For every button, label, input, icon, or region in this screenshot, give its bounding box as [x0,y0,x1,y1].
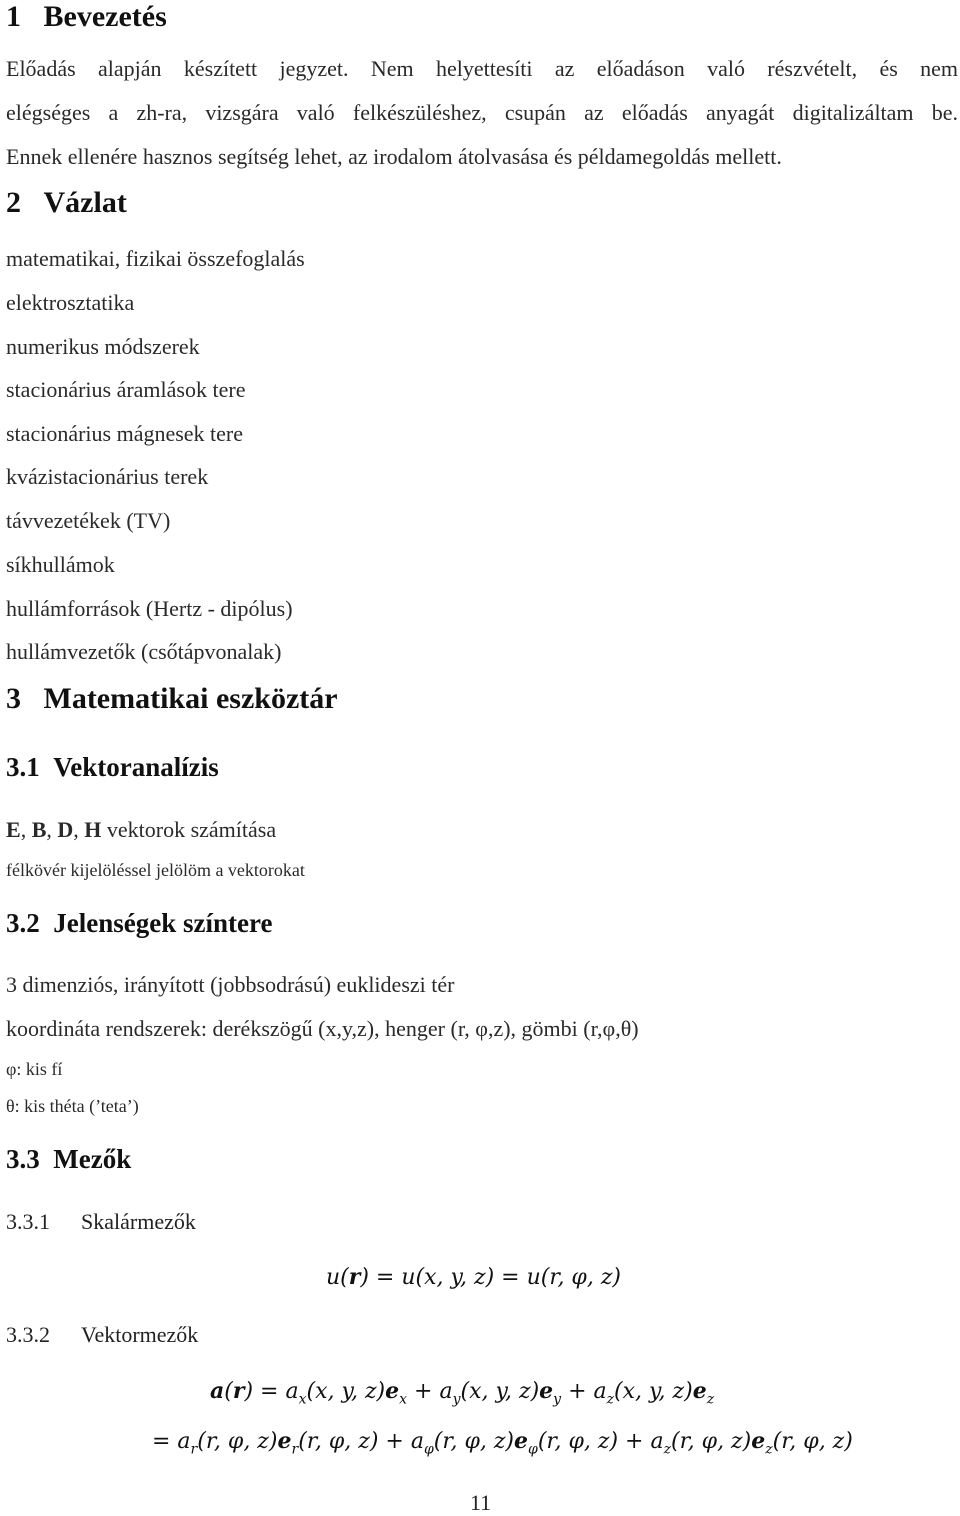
outline-item: hullámvezetők (csőtápvonalak) [6,639,282,664]
subsection-number: 3.1 [6,752,40,782]
vector-list-line: E, B, D, H vektorok számítása [6,817,277,842]
subsection-3-1-heading [6,752,219,783]
subsection-3-3-heading [6,1144,131,1175]
subsubsection-number: 3.3.2 [6,1322,50,1347]
outline-item: matematikai, fizikai összefoglalás [6,246,305,271]
page-number: 11 [470,1490,492,1515]
subsection-title: Jelenségek színtere [53,908,273,938]
outline-item: távvezetékek (TV) [6,508,171,533]
section-number: 3 [6,682,21,715]
subsection-number: 3.2 [6,908,40,938]
outline-item: hullámforrások (Hertz - dipólus) [6,596,293,621]
outline-item: stacionárius mágnesek tere [6,421,244,446]
subsection-number: 3.3 [6,1144,40,1174]
vector-d: D [57,817,74,842]
vector-b: B [31,817,47,842]
vector-h: H [84,817,102,842]
section-title: Vázlat [43,186,127,219]
bold-note: félkövér kijelöléssel jelölöm a vektorokat [6,860,305,880]
section-number: 2 [6,186,21,219]
intro-line-2: elégséges a zh-ra, vizsgára való felkészüléshez, csupán az előadás anyagát digitalizáltam be. [6,100,958,125]
coordinate-systems: koordináta rendszerek: derékszögű (x,y,z), henger (r, φ,z), gömbi (r,φ,θ) [6,1016,639,1041]
subsubsection-3-3-1-heading [6,1209,196,1235]
subsubsection-number: 3.3.1 [6,1209,50,1234]
section-title: Bevezetés [43,0,167,33]
section-1-heading [6,0,167,34]
subsection-title: Vektoranalízis [53,752,219,782]
theta-note: θ: kis théta (’teta’) [6,1096,139,1116]
outline-item: numerikus módszerek [6,334,200,359]
subsubsection-title: Vektormezők [81,1322,199,1347]
outline-item: elektrosztatika [6,290,135,315]
section-title: Matematikai eszköztár [43,682,338,715]
subsubsection-title: Skalármezők [81,1209,196,1234]
intro-line-3: Ennek ellenére hasznos segítség lehet, az irodalom átolvasása és példamegoldás mellett. [6,144,782,169]
section-2-heading [6,186,127,220]
outline-item: stacionárius áramlások tere [6,377,246,402]
intro-line-1: Előadás alapján készített jegyzet. Nem helyettesíti az előadáson való részvételt, és nem [6,56,958,81]
space-description: 3 dimenziós, irányított (jobbsodrású) euklideszi tér [6,972,455,997]
vector-field-equation-cartesian: $a(r) = a_x(x$, y, $z)e_x + a_y(x$, y, $z)e_y + a_z(x$, y, $z)e_z$ [210,1378,715,1408]
vector-list-text: vektorok számítása [101,817,277,842]
outline-item: kvázistacionárius terek [6,464,209,489]
subsubsection-3-3-2-heading [6,1322,198,1348]
section-3-heading [6,682,338,716]
phi-note: φ: kis fí [6,1059,63,1079]
outline-item: síkhullámok [6,552,115,577]
vector-e: E [6,817,21,842]
scalar-field-equation: u(r) = u(x, y, z) = u(r, φ, z) [326,1264,621,1290]
section-number: 1 [6,0,21,33]
subsection-3-2-heading [6,908,272,939]
subsection-title: Mezők [53,1144,132,1174]
vector-field-equation-cylindrical: = $a_r(r$, φ, $z)e_r(r$, φ, $z) + a_\varphi(r$, φ, $z)e_\varphi(r$, φ, $z) + a_z(r$, φ, $z)e_z(r$, φ, z) [152,1428,853,1458]
